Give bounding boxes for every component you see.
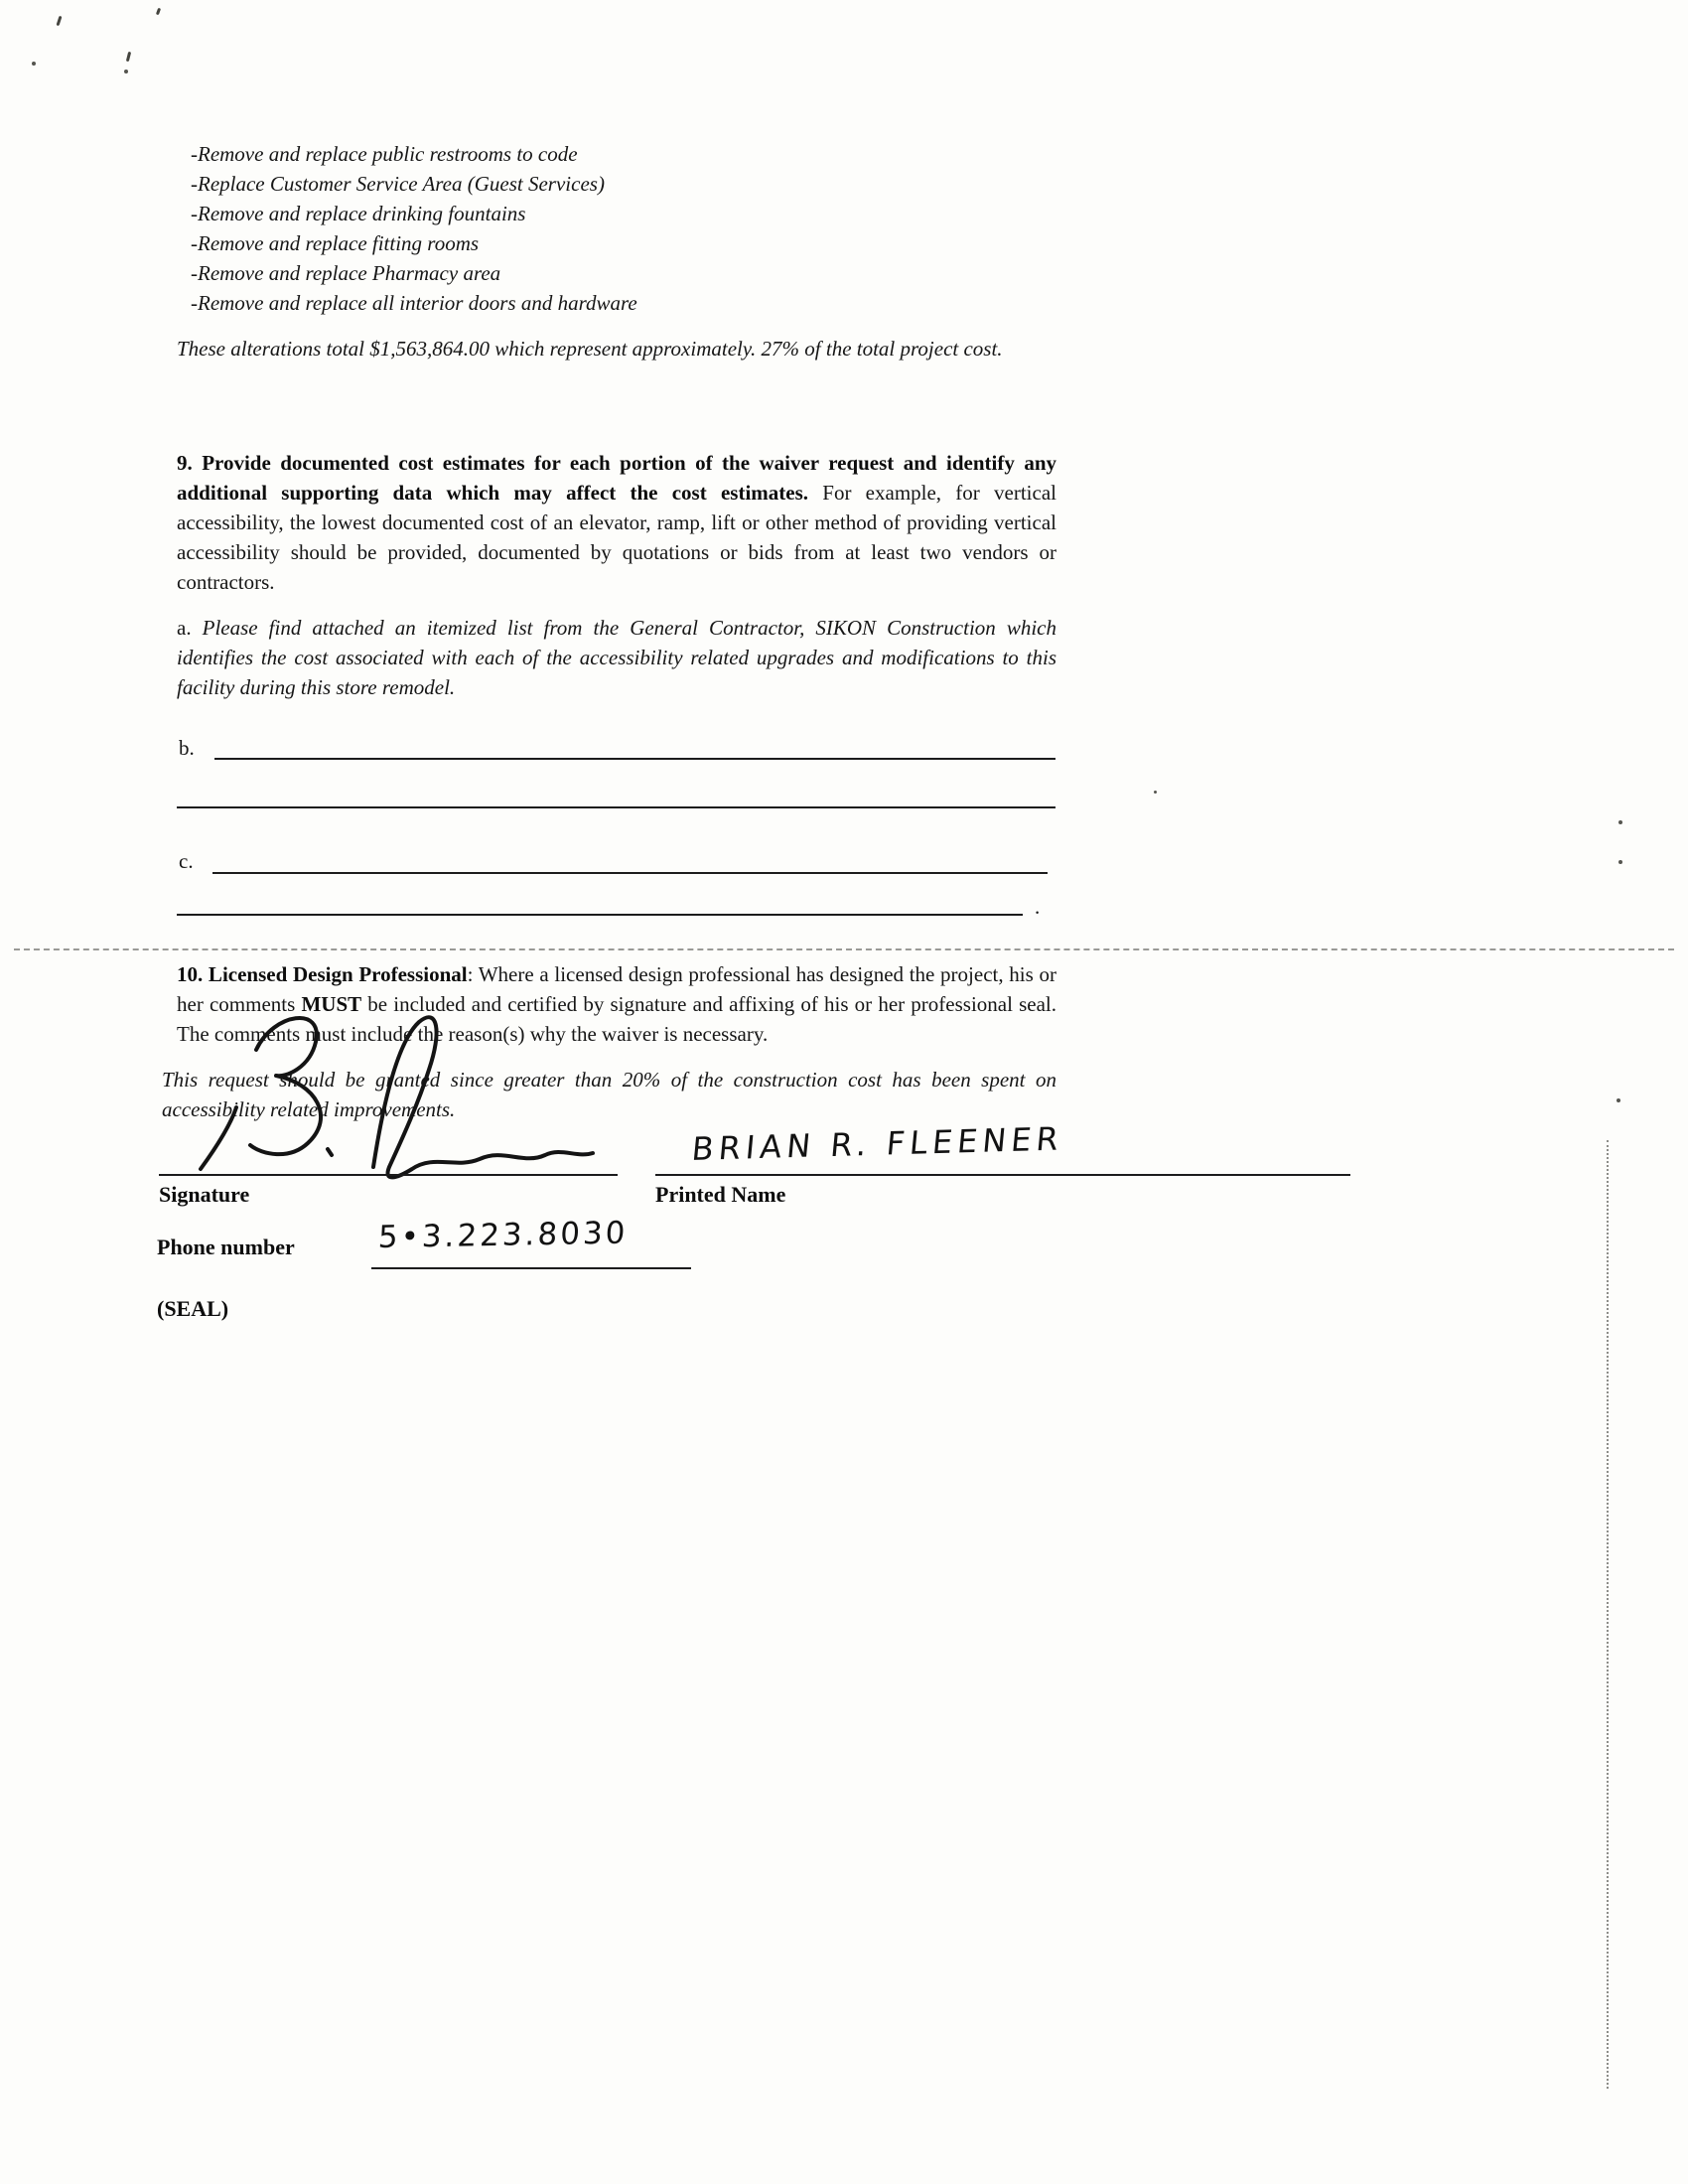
- section-9-body: For example, for vertical accessibility, the lowest documented cost of an elevator, ramp, lift or other method of providing vertical accessibility should be provided, documented by quotations or bids from at least two vendors or contractors.: [177, 481, 1056, 594]
- printed-name-label: Printed Name: [655, 1182, 786, 1207]
- item-c-label: c.: [179, 849, 194, 873]
- scan-artifact-mark: [124, 70, 128, 73]
- signature-label: Signature: [159, 1182, 250, 1207]
- phone-number-handwriting: 5•3.223.8030: [377, 1215, 630, 1255]
- section-10-body-1: : Where a licensed design professional has designed the project, his or her comments: [177, 962, 1056, 1016]
- item-a-paragraph: [177, 613, 1056, 702]
- scan-artifact-vertical-dotted-line: [1607, 1140, 1609, 2089]
- signature-handwriting: [139, 998, 655, 1197]
- section-9-paragraph: [177, 448, 1056, 597]
- phone-number-label: Phone number: [157, 1235, 295, 1259]
- alteration-item: -Remove and replace drinking fountains: [191, 202, 526, 225]
- item-a-label: a.: [177, 616, 192, 640]
- section-9-bold-lead: 9. Provide documented cost estimates for each portion of the waiver request and identify any additional supporting data which may affect the cost estimates.: [177, 451, 1056, 505]
- item-b-label: b.: [179, 736, 195, 760]
- signature-line: [159, 1174, 618, 1176]
- scan-artifact-mark: [1617, 1098, 1620, 1102]
- scan-artifact-mark: [1618, 820, 1622, 824]
- item-b-blank-line-2: [177, 806, 1055, 808]
- alteration-item: -Replace Customer Service Area (Guest Services): [191, 172, 605, 196]
- scan-artifact-mark: [32, 62, 36, 66]
- section-10-body-2: be included and certified by signature and affixing of his or her professional seal. The comments must include the reason(s) why the waiver is necessary.: [177, 992, 1056, 1046]
- scan-artifact-mark: [156, 8, 161, 16]
- alteration-item: -Remove and replace Pharmacy area: [191, 261, 501, 285]
- scan-artifact-mark: [1154, 791, 1157, 794]
- item-c-blank-line-2: [177, 914, 1023, 916]
- designer-statement: This request should be granted since greater than 20% of the construction cost has been spent on accessibility related improvements.: [162, 1068, 1056, 1121]
- alterations-total-note: These alterations total $1,563,864.00 which represent approximately. 27% of the total project cost.: [177, 337, 1003, 361]
- alteration-item: -Remove and replace all interior doors and hardware: [191, 291, 637, 315]
- item-b-blank-line-1: [214, 758, 1055, 760]
- scan-artifact-mark: [57, 16, 63, 26]
- stray-period: .: [1035, 895, 1041, 919]
- item-a-text: Please find attached an itemized list from the General Contractor, SIKON Construction which identifies the cost associated with each of the accessibility related upgrades and modifications to this facility during this store remodel.: [177, 616, 1056, 699]
- alteration-item: -Remove and replace public restrooms to code: [191, 142, 578, 166]
- scan-artifact-mark: [126, 52, 131, 62]
- phone-number-line: [371, 1267, 691, 1269]
- seal-label: (SEAL): [157, 1296, 229, 1321]
- signature-scrawl-svg: [139, 998, 655, 1197]
- section-10-must: MUST: [301, 992, 362, 1016]
- printed-name-handwriting: BRIAN R. FLEENER: [690, 1119, 1065, 1168]
- alteration-item: -Remove and replace fitting rooms: [191, 231, 480, 255]
- printed-name-line: [655, 1174, 1350, 1176]
- scan-artifact-dashed-line: [14, 948, 1674, 950]
- section-10-bold-lead: 10. Licensed Design Professional: [177, 962, 468, 986]
- alterations-list: [191, 139, 637, 318]
- scan-artifact-mark: [1618, 860, 1622, 864]
- item-c-blank-line-1: [212, 872, 1048, 874]
